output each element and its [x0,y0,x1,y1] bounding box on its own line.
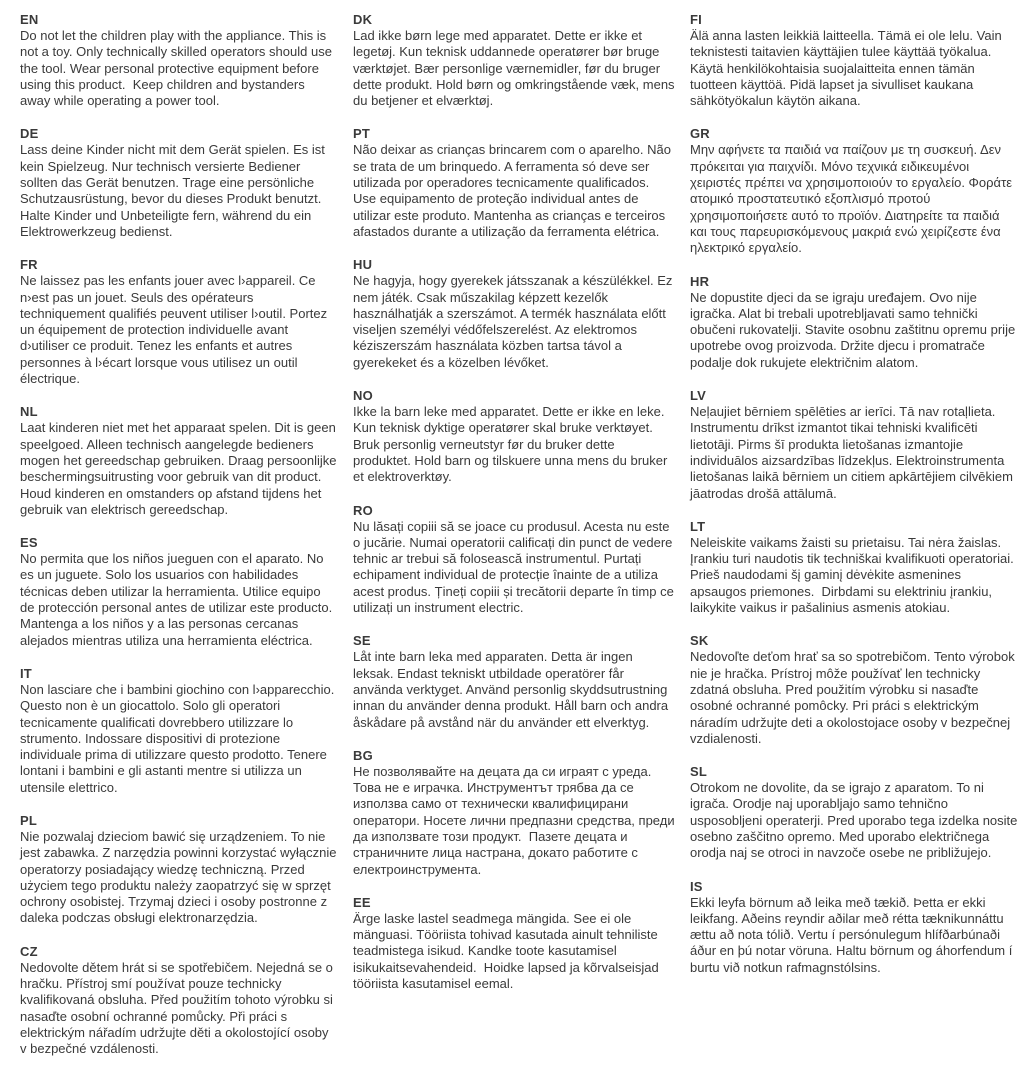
language-code-ro: RO [353,502,373,518]
language-code-hr: HR [690,273,710,289]
language-section-pl [20,812,341,927]
language-section-no [353,388,675,485]
language-code-hu: HU [353,257,373,273]
language-code-dk: DK [353,12,373,27]
warning-text-lt: Neleiskite vaikams žaisti su prietaisu. Tai nėra žaislas. Įrankiu turi naudotis tik techniškai kvalifikuoti operatoriai. Prieš naudodami šį gaminį dėvėkite asmenines apsaugos priemones. Dirbdami su elektriniu įrankiu, laikykite vaikus ir pašalinius asmenis atokiau. [690,534,1018,616]
language-section-gr [690,126,1018,256]
warning-text-nl: Laat kinderen niet met het apparaat spelen. Dit is geen speelgoed. Alleen technisch aangelegde bedieners mogen het gereedschap gebruiken. Draag persoonlijke beschermingsuitrusting voor gebruik van dit product. Houd kinderen en omstanders op afstand tijdens het gebruik van elektrisch gereedschap. [20,420,341,517]
warning-text-es: No permita que los niños jueguen con el aparato. No es un juguete. Solo los usuarios con habilidades técnicas deben utilizar la herramienta. Utilice equipo de protección personal antes de utilizar este producto. Mantenga a los niños y a las personas cercanas alejados mientras utiliza una herramienta eléctrica. [20,551,336,648]
language-section-ee [353,895,675,992]
warning-text-hr: Ne dopustite djeci da se igraju uređajem. Ovo nije igračka. Alat bi trebali upotrebljavati samo tehnički obučeni rukovatelji. Stavite osobnu zaštitnu opremu prije upotrebe ovog proizvoda. Držite djecu i promatrače podalje dok rukujete električnim alatom. [690,289,1019,370]
warning-text-lv: Neļaujiet bērniem spēlēties ar ierīci. Tā nav rotaļlieta. Instrumentu drīkst izmantot tikai tehniski kvalificēti lietotāji. Pirms šī produkta lietošanas izmantojie individuālos aizsardzības līdzekļus. Elektroinstrumenta lietošanas laikā bērniem un citiem apkārtējiem cilvēkiem jāatrodas drošā attālumā. [690,404,1017,501]
language-code-is: IS [690,878,703,894]
language-section-de [20,126,338,240]
warning-text-de: Lass deine Kinder nicht mit dem Gerät spielen. Es ist kein Spielzeug. Nur technisch versierte Bediener sollten das Gerät benutzen. Trage eine persönliche Schutzausrüstung, bevor du dieses Produkt benutzt. Halte Kinder und Unbeteiligte fern, während du ein Elektrowerkzeug bedienst. [20,142,329,239]
language-section-bg [353,747,679,878]
language-code-sk: SK [690,633,709,649]
warning-text-hu: Ne hagyja, hogy gyerekek játsszanak a készülékkel. Ez nem játék. Csak műszakilag képzett kezelők használhatják a szerszámot. A termék használata előtt viseljen személyi védőfelszerelést. Az elektromos kéziszerszám használata közben tartsa távol a gyerekeket és a közelben lévőket. [353,273,677,370]
language-section-sl [690,764,1022,861]
language-section-fi [690,12,1018,109]
language-section-se [353,633,675,730]
language-code-cz: CZ [20,943,38,959]
warning-text-sk: Nedovoľte deťom hrať sa so spotrebičom. Tento výrobok nie je hračka. Prístroj môže používať len technicky zdatná obsluha. Pred použitím výrobku si nasaďte osobné ochranné pomôcky. Pri práci s elektrickým náradím udržujte deti a okolostojace osoby v bezpečnej vzdialenosti. [690,649,1019,746]
warning-text-en: Do not let the children play with the appliance. This is not a toy. Only technically skilled operators should use the tool. Wear personal protective equipment before using this product. Keep children and bystanders away while operating a power tool. [20,28,336,109]
language-code-no: NO [353,388,373,404]
language-code-fr: FR [20,257,38,273]
warning-text-ro: Nu lăsați copiii să se joace cu produsul. Acesta nu este o jucărie. Numai operatorii calificați din punct de vedere tehnic ar trebui să folosească instrumentul. Purtați echipament individual de protecție înainte de a utiliza acest produs. Țineți copiii și trecătorii departe în timp ce utilizați un instrument electric. [353,518,678,616]
warning-text-it: Non lasciare che i bambini giochino con l›apparecchio. Questo non è un giocattolo. Solo gli operatori tecnicamente qualificati dovrebbero utilizzare lo strumento. Indossare dispositivi di protezione individuale prima di utilizzare questo prodotto. Tenere lontani i bambini e gli astanti mentre si utilizza un utensile elettrico. [20,681,338,795]
language-code-de: DE [20,126,39,142]
warning-text-no: Ikke la barn leke med apparatet. Dette er ikke en leke. Kun teknisk dyktige operatører skal bruke verktøyet. Bruk personlig verneutstyr før du bruker dette produktet. Hold barn og tilskuere unna mens du bruker et elektroverktøy. [353,404,671,485]
language-code-sl: SL [690,764,708,780]
warning-text-dk: Lad ikke børn lege med apparatet. Dette er ikke et legetøj. Kun teknisk uddannede operatører bør bruge værktøjet. Bær personlige værnemidler, før du bruger dette produkt. Hold børn og omkringstående væk, mens du betjener et elværktøj. [353,28,679,109]
language-code-it: IT [20,665,32,681]
language-code-es: ES [20,535,38,551]
warning-text-sl: Otrokom ne dovolite, da se igrajo z aparatom. To ni igrača. Orodje naj uporabljajo samo tehnično usposobljeni operaterji. Pred uporabo tega izdelka nosite osebno zaščitno opremo. Med uporabo električnega orodja naj se otroci in navzoče osebe ne približujejo. [690,780,1022,861]
language-section-pt [353,126,675,240]
warning-text-se: Låt inte barn leka med apparaten. Detta är ingen leksak. Endast tekniskt utbildade operatörer får använda verktyget. Använd personlig skyddsutrustning innan du använder denna produkt. Håll barn och andra åskådare på avstånd när du använder ett elverktyg. [353,649,672,730]
warning-text-pl: Nie pozwalaj dzieciom bawić się urządzeniem. To nie jest zabawka. Z narzędzia powinni korzystać wyłącznie operatorzy posiadający wiedzę techniczną. Przed użyciem tego produktu należy zaopatrzyć się w sprzęt ochrony osobistej. Trzymaj dzieci i osoby postronne z daleka podczas obsługi elektronarzędzia. [20,828,341,926]
language-code-fi: FI [690,12,702,27]
warning-text-is: Ekki leyfa börnum að leika með tækið. Þetta er ekki leikfang. Aðeins reyndir aðilar með rétta tæknikunnáttu ættu að nota tólið. Vertu í persónulegum hlífðarbúnaði áður en þú notar vöruna. Haltu börnum og áhorfendum í burtu við notkun rafmagnstólsins. [690,894,1016,975]
language-code-pl: PL [20,812,38,828]
warning-text-cz: Nedovolte dětem hrát si se spotřebičem. Nejedná se o hračku. Přístroj smí používat pouze technicky kvalifikovaná obsluha. Před použitím tohoto výrobku si nasaďte osobní ochranné pomůcky. Při práci s elektrickým nářadím udržujte děti a okolostojící osoby v bezpečné vzdálenosti. [20,959,337,1057]
column-1 [20,12,341,1075]
language-section-en [20,12,338,109]
warning-text-gr: Μην αφήνετε τα παιδιά να παίζουν με τη συσκευή. Δεν πρόκειται για παιχνίδι. Μόνο τεχνικά ειδικευμένοι χειριστές πρέπει να χρησιμοποιούν το εργαλείο. Φοράτε ατομικό προστατευτικό εξοπλισμό προτού χρησιμοποιήσετε αυτό το προϊόν. Διατηρείτε τα παιδιά και τους παρευρισκόμενους μακριά ενώ χειρίζεστε ένα ηλεκτρικό εργαλείο. [690,142,1016,256]
warning-text-fi: Älä anna lasten leikkiä laitteella. Tämä ei ole lelu. Vain teknistesti taitavien käyttäjien tulee käyttää työkalua. Käytä henkilökohtaisia suojalaitteita ennen tämän tuotteen käyttöä. Pidä lapset ja sivulliset kaukana sähkötyökalun käytön aikana. [690,28,1006,109]
language-code-en: EN [20,12,39,27]
warning-text-ee: Ärge laske lastel seadmega mängida. See ei ole mänguasi. Tööriista tohivad kasutada ainult tehniliste teadmistega isikud. Kandke toote kasutamisel isikukaitsevahendeid. Hoidke lapsed ja kõrvalseisjad tööriista kasutamisel eemal. [353,910,663,992]
language-section-hu [353,257,675,371]
language-code-gr: GR [690,126,710,142]
warning-text-fr: Ne laissez pas les enfants jouer avec l›appareil. Ce n›est pas un jouet. Seuls des opérateurs techniquement qualifiés peuvent utiliser l›outil. Portez un équipement de protection individuelle avant d›utiliser ce produit. Tenez les enfants et autres personnes à l›écart lorsque vous utilisez un outil électrique. [20,273,331,387]
language-section-fr [20,257,338,387]
warning-text-pt: Não deixar as crianças brincarem com o aparelho. Não se trata de um brinquedo. A ferramenta só deve ser utilizada por operadores tecnicamente qualificados. Use equipamento de proteção individual antes de utilizar este produto. Mantenha as crianças e terceiros afastados durante a utilização da ferramenta elétrica. [353,142,675,239]
language-section-es [20,535,338,649]
language-section-ro [353,502,678,617]
column-2 [353,12,679,1075]
language-section-lt [690,519,1018,616]
language-code-lt: LT [690,518,706,534]
column-3 [690,12,1022,1075]
language-section-dk [353,12,679,109]
language-section-it [20,666,338,796]
language-code-pt: PT [353,126,371,142]
language-section-nl [20,404,341,518]
language-section-sk [690,633,1018,747]
language-code-ee: EE [353,894,371,910]
language-code-lv: LV [690,388,707,404]
language-code-se: SE [353,633,371,649]
warning-text-bg: Не позволявайте на децата да си играят с уреда. Това не е играчка. Инструментът трябва да се използва само от технически квалифицирани оператори. Носете лични предпазни средства, преди да използвате този продукт. Пазете децата и страничните лица настрана, докато работите с електроинструмента. [353,763,679,877]
language-section-hr [690,274,1018,371]
language-section-lv [690,388,1018,502]
language-code-bg: BG [353,747,373,763]
language-section-is [690,879,1018,976]
language-code-nl: NL [20,404,38,420]
language-section-cz [20,944,338,1058]
